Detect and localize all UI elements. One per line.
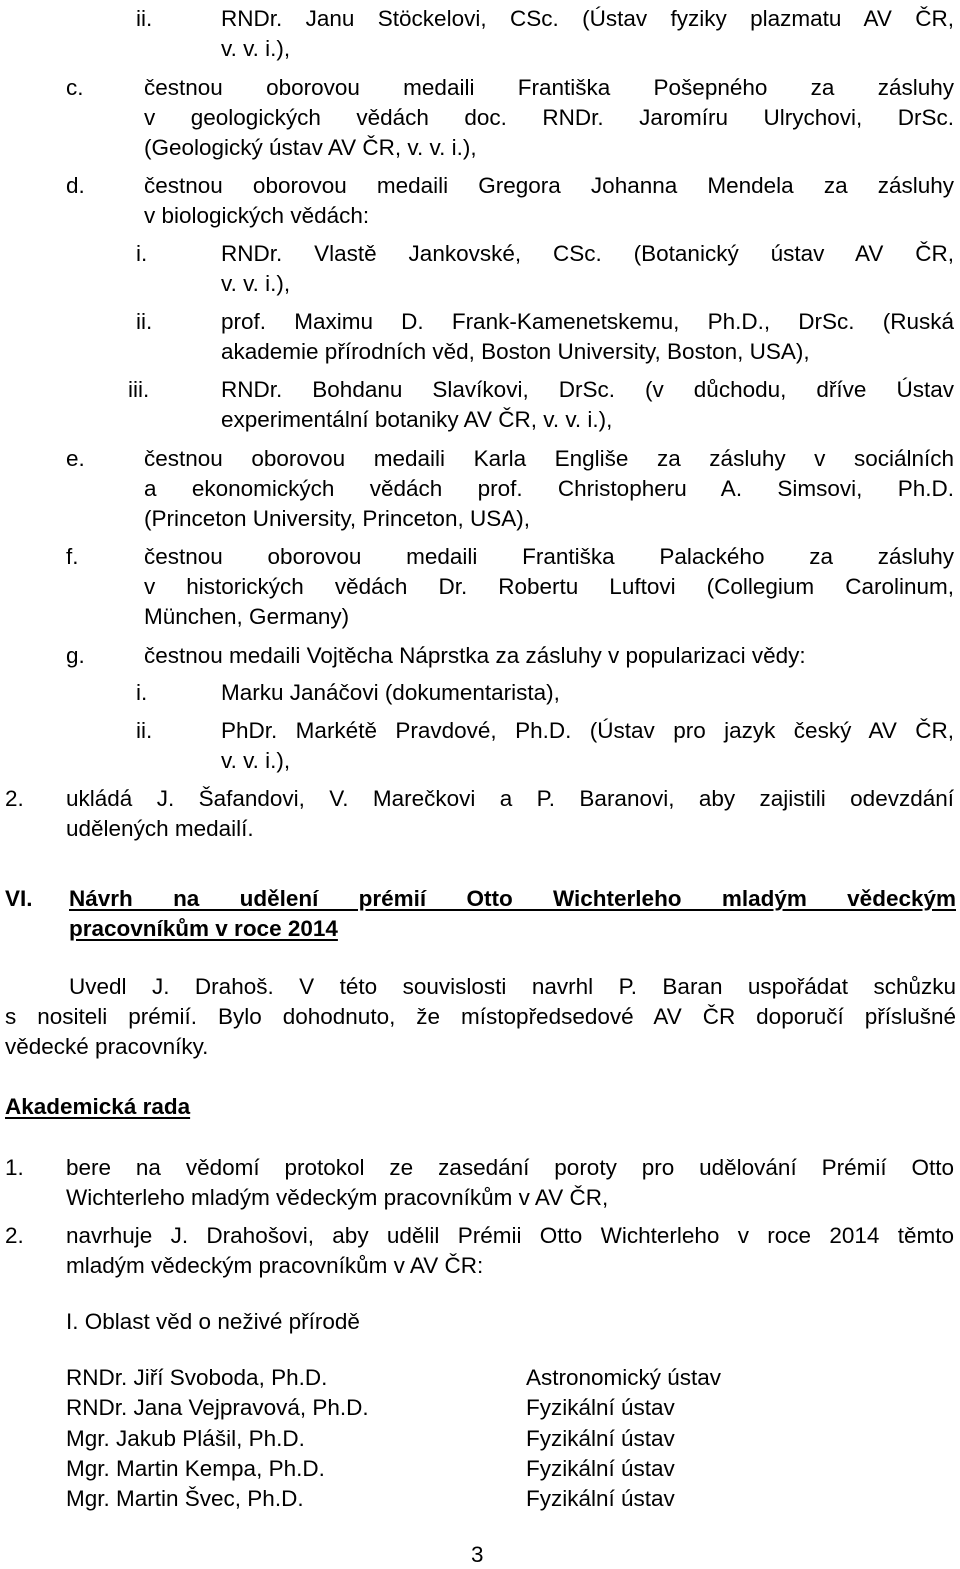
list-text: prof. Maximu D. Frank-Kamenetskemu, Ph.D., DrSc. (Ruská bbox=[221, 309, 954, 334]
list-text: v biologických vědách: bbox=[144, 203, 370, 228]
laureate-institute: Astronomický ústav bbox=[526, 1365, 722, 1390]
list-marker: 2. bbox=[5, 786, 24, 811]
paragraph-line: s nositeli prémií. Bylo dohodnuto, že místopředsedové AV ČR doporučí příslušné bbox=[5, 1004, 956, 1029]
list-text: PhDr. Markétě Pravdové, Ph.D. (Ústav pro jazyk český AV ČR, bbox=[221, 718, 954, 743]
list-text: v geologických vědách doc. RNDr. Jaromíru Ulrychovi, DrSc. bbox=[144, 105, 954, 130]
laureate-institute: Fyzikální ústav bbox=[526, 1426, 675, 1451]
list-text: čestnou oborovou medaili Gregora Johanna Mendela za zásluhy bbox=[144, 173, 954, 198]
list-text: čestnou oborovou medaili Karla Engliše za zásluhy v sociálních bbox=[144, 446, 954, 471]
page-number: 3 bbox=[471, 1542, 484, 1567]
laureate-institute: Fyzikální ústav bbox=[526, 1395, 675, 1420]
list-text: v. v. i.), bbox=[221, 36, 291, 61]
list-text: v historických vědách Dr. Robertu Luftovi (Collegium Carolinum, bbox=[144, 574, 954, 599]
list-text: Wichterleho mladým vědeckým pracovníkům v AV ČR, bbox=[66, 1185, 609, 1210]
section-title: Návrh na udělení prémií Otto Wichterleho mladým vědeckým bbox=[69, 886, 956, 911]
list-text: (Geologický ústav AV ČR, v. v. i.), bbox=[144, 135, 477, 160]
list-text: čestnou oborovou medaili Františka Pošepného za zásluhy bbox=[144, 75, 954, 100]
list-text: v. v. i.), bbox=[221, 748, 291, 773]
list-marker: d. bbox=[66, 173, 85, 198]
list-marker: i. bbox=[136, 241, 148, 266]
list-text: (Princeton University, Princeton, USA), bbox=[144, 506, 530, 531]
section-number: VI. bbox=[5, 886, 33, 911]
list-text: čestnou oborovou medaili Františka Palackého za zásluhy bbox=[144, 544, 954, 569]
list-text: akademie přírodních věd, Boston University, Boston, USA), bbox=[221, 339, 810, 364]
list-marker: c. bbox=[66, 75, 84, 100]
laureate-name: Mgr. Jakub Plášil, Ph.D. bbox=[66, 1426, 305, 1451]
area-heading: I. Oblast věd o neživé přírodě bbox=[66, 1309, 360, 1334]
section-title: pracovníkům v roce 2014 bbox=[69, 916, 338, 941]
list-text: München, Germany) bbox=[144, 604, 350, 629]
laureate-institute: Fyzikální ústav bbox=[526, 1486, 675, 1511]
list-text: Marku Janáčovi (dokumentarista), bbox=[221, 680, 560, 705]
list-text: ukládá J. Šafandovi, V. Marečkovi a P. Baranovi, aby zajistili odevzdání bbox=[66, 786, 954, 811]
list-text: čestnou medaili Vojtěcha Náprstka za zásluhy v popularizaci vědy: bbox=[144, 643, 806, 668]
subheading: Akademická rada bbox=[5, 1094, 191, 1119]
list-marker: 2. bbox=[5, 1223, 24, 1248]
paragraph-line: Uvedl J. Drahoš. V této souvislosti navrhl P. Baran uspořádat schůzku bbox=[69, 974, 956, 999]
laureate-name: Mgr. Martin Švec, Ph.D. bbox=[66, 1486, 304, 1511]
list-text: experimentální botaniky AV ČR, v. v. i.), bbox=[221, 407, 613, 432]
list-text: bere na vědomí protokol ze zasedání poroty pro udělování Prémií Otto bbox=[66, 1155, 954, 1180]
laureate-name: RNDr. Jiří Svoboda, Ph.D. bbox=[66, 1365, 328, 1390]
list-marker: f. bbox=[66, 544, 79, 569]
laureate-name: RNDr. Jana Vejpravová, Ph.D. bbox=[66, 1395, 369, 1420]
list-text: RNDr. Vlastě Jankovské, CSc. (Botanický ústav AV ČR, bbox=[221, 241, 954, 266]
laureate-name: Mgr. Martin Kempa, Ph.D. bbox=[66, 1456, 325, 1481]
paragraph-line: vědecké pracovníky. bbox=[5, 1034, 209, 1059]
list-marker: iii. bbox=[128, 377, 150, 402]
list-text: RNDr. Janu Stöckelovi, CSc. (Ústav fyziky plazmatu AV ČR, bbox=[221, 6, 954, 31]
laureate-institute: Fyzikální ústav bbox=[526, 1456, 675, 1481]
list-marker: i. bbox=[136, 680, 148, 705]
list-text: navrhuje J. Drahošovi, aby udělil Prémii Otto Wichterleho v roce 2014 těmto bbox=[66, 1223, 954, 1248]
list-marker: ii. bbox=[136, 6, 153, 31]
list-text: a ekonomických vědách prof. Christopheru A. Simsovi, Ph.D. bbox=[144, 476, 954, 501]
list-text: v. v. i.), bbox=[221, 271, 291, 296]
list-text: RNDr. Bohdanu Slavíkovi, DrSc. (v důchodu, dříve Ústav bbox=[221, 377, 954, 402]
list-marker: 1. bbox=[5, 1155, 24, 1180]
list-marker: e. bbox=[66, 446, 85, 471]
list-marker: ii. bbox=[136, 309, 153, 334]
list-text: udělených medailí. bbox=[66, 816, 254, 841]
list-marker: g. bbox=[66, 643, 85, 668]
list-text: mladým vědeckým pracovníkům v AV ČR: bbox=[66, 1253, 484, 1278]
list-marker: ii. bbox=[136, 718, 153, 743]
